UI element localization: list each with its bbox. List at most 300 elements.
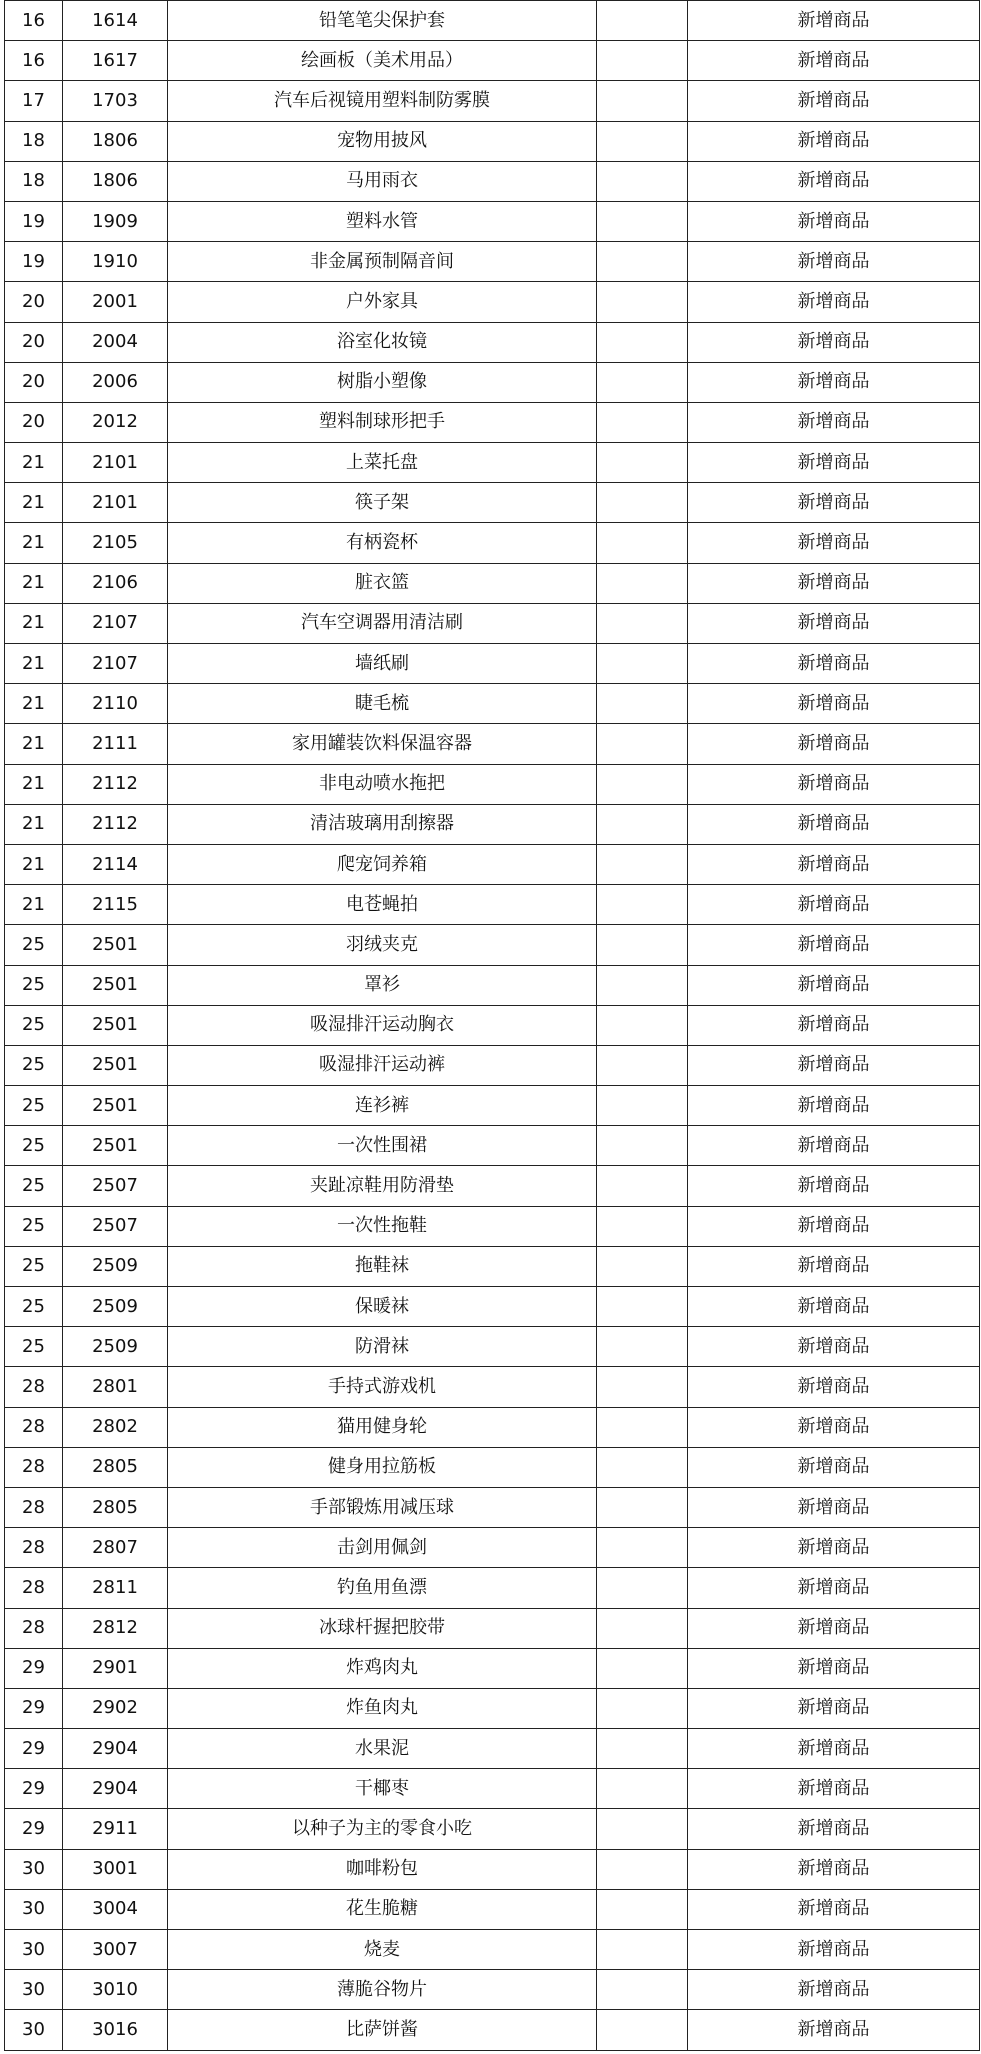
goods-name-cell: 花生脆糖 xyxy=(168,1889,597,1929)
table-row xyxy=(5,563,980,603)
group-code-cell: 2812 xyxy=(63,1608,168,1648)
status-cell: 新增商品 xyxy=(688,1688,980,1728)
status-cell: 新增商品 xyxy=(688,1367,980,1407)
note-cell xyxy=(597,1769,688,1809)
status-cell: 新增商品 xyxy=(688,282,980,322)
note-cell xyxy=(597,1930,688,1970)
status-cell: 新增商品 xyxy=(688,1849,980,1889)
table-row xyxy=(5,121,980,161)
status-cell: 新增商品 xyxy=(688,1327,980,1367)
status-cell: 新增商品 xyxy=(688,1729,980,1769)
class-number-cell: 25 xyxy=(5,1126,63,1166)
goods-name-cell: 薄脆谷物片 xyxy=(168,1970,597,2010)
table-row xyxy=(5,1608,980,1648)
class-number-cell: 21 xyxy=(5,483,63,523)
goods-name-cell: 吸湿排汗运动胸衣 xyxy=(168,1005,597,1045)
group-code-cell: 2101 xyxy=(63,443,168,483)
status-cell: 新增商品 xyxy=(688,1970,980,2010)
note-cell xyxy=(597,1970,688,2010)
group-code-cell: 1806 xyxy=(63,161,168,201)
note-cell xyxy=(597,1688,688,1728)
table-row xyxy=(5,1287,980,1327)
goods-name-cell: 保暖袜 xyxy=(168,1287,597,1327)
goods-name-cell: 健身用拉筋板 xyxy=(168,1447,597,1487)
status-cell: 新增商品 xyxy=(688,2010,980,2050)
class-number-cell: 25 xyxy=(5,1166,63,1206)
class-number-cell: 21 xyxy=(5,603,63,643)
group-code-cell: 2807 xyxy=(63,1528,168,1568)
note-cell xyxy=(597,1487,688,1527)
class-number-cell: 25 xyxy=(5,1086,63,1126)
goods-name-cell: 干椰枣 xyxy=(168,1769,597,1809)
group-code-cell: 2006 xyxy=(63,362,168,402)
status-cell: 新增商品 xyxy=(688,121,980,161)
class-number-cell: 29 xyxy=(5,1648,63,1688)
note-cell xyxy=(597,1608,688,1648)
note-cell xyxy=(597,1528,688,1568)
table-row xyxy=(5,644,980,684)
group-code-cell: 2111 xyxy=(63,724,168,764)
status-cell: 新增商品 xyxy=(688,925,980,965)
goods-name-cell: 水果泥 xyxy=(168,1729,597,1769)
note-cell xyxy=(597,764,688,804)
group-code-cell: 2904 xyxy=(63,1729,168,1769)
goods-name-cell: 非金属预制隔音间 xyxy=(168,242,597,282)
class-number-cell: 20 xyxy=(5,402,63,442)
note-cell xyxy=(597,483,688,523)
table-row xyxy=(5,1005,980,1045)
table-row xyxy=(5,1568,980,1608)
group-code-cell: 2507 xyxy=(63,1206,168,1246)
class-number-cell: 21 xyxy=(5,724,63,764)
table-row xyxy=(5,764,980,804)
status-cell: 新增商品 xyxy=(688,1528,980,1568)
goods-name-cell: 户外家具 xyxy=(168,282,597,322)
group-code-cell: 2805 xyxy=(63,1487,168,1527)
note-cell xyxy=(597,1086,688,1126)
note-cell xyxy=(597,885,688,925)
table-row xyxy=(5,282,980,322)
table-row xyxy=(5,1447,980,1487)
table-row xyxy=(5,1648,980,1688)
note-cell xyxy=(597,1327,688,1367)
class-number-cell: 30 xyxy=(5,1889,63,1929)
goods-name-cell: 连衫裤 xyxy=(168,1086,597,1126)
status-cell: 新增商品 xyxy=(688,1045,980,1085)
goods-name-cell: 树脂小塑像 xyxy=(168,362,597,402)
class-number-cell: 28 xyxy=(5,1487,63,1527)
note-cell xyxy=(597,1287,688,1327)
note-cell xyxy=(597,1849,688,1889)
status-cell: 新增商品 xyxy=(688,81,980,121)
table-row xyxy=(5,1086,980,1126)
note-cell xyxy=(597,1126,688,1166)
table-row xyxy=(5,81,980,121)
goods-name-cell: 清洁玻璃用刮擦器 xyxy=(168,804,597,844)
status-cell: 新增商品 xyxy=(688,1,980,41)
goods-name-cell: 铅笔笔尖保护套 xyxy=(168,1,597,41)
note-cell xyxy=(597,1005,688,1045)
table-row xyxy=(5,2010,980,2050)
class-number-cell: 25 xyxy=(5,1246,63,1286)
note-cell xyxy=(597,804,688,844)
goods-name-cell: 筷子架 xyxy=(168,483,597,523)
table-row xyxy=(5,1246,980,1286)
status-cell: 新增商品 xyxy=(688,764,980,804)
status-cell: 新增商品 xyxy=(688,644,980,684)
status-cell: 新增商品 xyxy=(688,1005,980,1045)
note-cell xyxy=(597,724,688,764)
group-code-cell: 1910 xyxy=(63,242,168,282)
goods-name-cell: 一次性围裙 xyxy=(168,1126,597,1166)
group-code-cell: 2101 xyxy=(63,483,168,523)
class-number-cell: 17 xyxy=(5,81,63,121)
table-row xyxy=(5,603,980,643)
class-number-cell: 21 xyxy=(5,644,63,684)
class-number-cell: 21 xyxy=(5,844,63,884)
group-code-cell: 2501 xyxy=(63,1086,168,1126)
status-cell: 新增商品 xyxy=(688,1166,980,1206)
group-code-cell: 2106 xyxy=(63,563,168,603)
note-cell xyxy=(597,362,688,402)
goods-name-cell: 绘画板（美术用品） xyxy=(168,41,597,81)
status-cell: 新增商品 xyxy=(688,804,980,844)
table-row xyxy=(5,1487,980,1527)
note-cell xyxy=(597,443,688,483)
goods-name-cell: 家用罐装饮料保温容器 xyxy=(168,724,597,764)
group-code-cell: 2802 xyxy=(63,1407,168,1447)
status-cell: 新增商品 xyxy=(688,603,980,643)
goods-name-cell: 咖啡粉包 xyxy=(168,1849,597,1889)
note-cell xyxy=(597,1,688,41)
note-cell xyxy=(597,161,688,201)
table-row xyxy=(5,41,980,81)
status-cell: 新增商品 xyxy=(688,1407,980,1447)
group-code-cell: 2112 xyxy=(63,764,168,804)
goods-name-cell: 冰球杆握把胶带 xyxy=(168,1608,597,1648)
table-row xyxy=(5,362,980,402)
status-cell: 新增商品 xyxy=(688,362,980,402)
class-number-cell: 30 xyxy=(5,1970,63,2010)
group-code-cell: 1703 xyxy=(63,81,168,121)
note-cell xyxy=(597,2010,688,2050)
class-number-cell: 25 xyxy=(5,1005,63,1045)
goods-name-cell: 电苍蝇拍 xyxy=(168,885,597,925)
class-number-cell: 18 xyxy=(5,121,63,161)
goods-name-cell: 墙纸刷 xyxy=(168,644,597,684)
goods-name-cell: 宠物用披风 xyxy=(168,121,597,161)
group-code-cell: 2509 xyxy=(63,1327,168,1367)
group-code-cell: 2110 xyxy=(63,684,168,724)
class-number-cell: 21 xyxy=(5,523,63,563)
goods-name-cell: 非电动喷水拖把 xyxy=(168,764,597,804)
class-number-cell: 20 xyxy=(5,362,63,402)
goods-name-cell: 塑料制球形把手 xyxy=(168,402,597,442)
group-code-cell: 2811 xyxy=(63,1568,168,1608)
class-number-cell: 28 xyxy=(5,1447,63,1487)
group-code-cell: 2107 xyxy=(63,603,168,643)
table-row xyxy=(5,1166,980,1206)
note-cell xyxy=(597,242,688,282)
goods-table-body xyxy=(5,1,980,2051)
class-number-cell: 21 xyxy=(5,764,63,804)
note-cell xyxy=(597,1367,688,1407)
status-cell: 新增商品 xyxy=(688,483,980,523)
table-row xyxy=(5,1206,980,1246)
group-code-cell: 1617 xyxy=(63,41,168,81)
table-row xyxy=(5,1849,980,1889)
table-row xyxy=(5,1407,980,1447)
status-cell: 新增商品 xyxy=(688,684,980,724)
status-cell: 新增商品 xyxy=(688,1608,980,1648)
goods-name-cell: 手持式游戏机 xyxy=(168,1367,597,1407)
table-row xyxy=(5,1688,980,1728)
goods-name-cell: 钓鱼用鱼漂 xyxy=(168,1568,597,1608)
class-number-cell: 28 xyxy=(5,1528,63,1568)
class-number-cell: 19 xyxy=(5,242,63,282)
table-row xyxy=(5,965,980,1005)
goods-name-cell: 击剑用佩剑 xyxy=(168,1528,597,1568)
note-cell xyxy=(597,1206,688,1246)
group-code-cell: 1614 xyxy=(63,1,168,41)
goods-name-cell: 猫用健身轮 xyxy=(168,1407,597,1447)
class-number-cell: 16 xyxy=(5,41,63,81)
table-row xyxy=(5,1729,980,1769)
class-number-cell: 29 xyxy=(5,1688,63,1728)
note-cell xyxy=(597,1447,688,1487)
goods-name-cell: 防滑袜 xyxy=(168,1327,597,1367)
status-cell: 新增商品 xyxy=(688,443,980,483)
class-number-cell: 25 xyxy=(5,1287,63,1327)
goods-name-cell: 拖鞋袜 xyxy=(168,1246,597,1286)
group-code-cell: 2509 xyxy=(63,1246,168,1286)
note-cell xyxy=(597,322,688,362)
table-row xyxy=(5,1528,980,1568)
table-row xyxy=(5,844,980,884)
goods-name-cell: 爬宠饲养箱 xyxy=(168,844,597,884)
status-cell: 新增商品 xyxy=(688,201,980,241)
goods-name-cell: 夹趾凉鞋用防滑垫 xyxy=(168,1166,597,1206)
note-cell xyxy=(597,1246,688,1286)
group-code-cell: 2012 xyxy=(63,402,168,442)
goods-name-cell: 烧麦 xyxy=(168,1930,597,1970)
class-number-cell: 21 xyxy=(5,804,63,844)
group-code-cell: 2911 xyxy=(63,1809,168,1849)
class-number-cell: 28 xyxy=(5,1367,63,1407)
table-row xyxy=(5,443,980,483)
table-row xyxy=(5,925,980,965)
table-row xyxy=(5,1769,980,1809)
table-row xyxy=(5,885,980,925)
status-cell: 新增商品 xyxy=(688,1769,980,1809)
goods-name-cell: 脏衣篮 xyxy=(168,563,597,603)
goods-name-cell: 汽车后视镜用塑料制防雾膜 xyxy=(168,81,597,121)
group-code-cell: 2501 xyxy=(63,1126,168,1166)
class-number-cell: 21 xyxy=(5,563,63,603)
table-row xyxy=(5,322,980,362)
class-number-cell: 30 xyxy=(5,1930,63,1970)
note-cell xyxy=(597,965,688,1005)
note-cell xyxy=(597,1889,688,1929)
note-cell xyxy=(597,1407,688,1447)
table-row xyxy=(5,1970,980,2010)
table-row xyxy=(5,684,980,724)
goods-name-cell: 炸鸡肉丸 xyxy=(168,1648,597,1688)
table-row xyxy=(5,724,980,764)
group-code-cell: 2501 xyxy=(63,1045,168,1085)
class-number-cell: 28 xyxy=(5,1568,63,1608)
note-cell xyxy=(597,603,688,643)
status-cell: 新增商品 xyxy=(688,724,980,764)
status-cell: 新增商品 xyxy=(688,1086,980,1126)
class-number-cell: 30 xyxy=(5,2010,63,2050)
group-code-cell: 3004 xyxy=(63,1889,168,1929)
table-row xyxy=(5,402,980,442)
table-row xyxy=(5,1126,980,1166)
status-cell: 新增商品 xyxy=(688,242,980,282)
status-cell: 新增商品 xyxy=(688,523,980,563)
goods-name-cell: 塑料水管 xyxy=(168,201,597,241)
goods-name-cell: 有柄瓷杯 xyxy=(168,523,597,563)
group-code-cell: 3007 xyxy=(63,1930,168,1970)
status-cell: 新增商品 xyxy=(688,1889,980,1929)
goods-name-cell: 比萨饼酱 xyxy=(168,2010,597,2050)
group-code-cell: 3010 xyxy=(63,1970,168,2010)
status-cell: 新增商品 xyxy=(688,322,980,362)
class-number-cell: 25 xyxy=(5,1045,63,1085)
goods-table xyxy=(4,0,980,2051)
group-code-cell: 2107 xyxy=(63,644,168,684)
table-row xyxy=(5,523,980,563)
note-cell xyxy=(597,844,688,884)
group-code-cell: 3001 xyxy=(63,1849,168,1889)
goods-name-cell: 罩衫 xyxy=(168,965,597,1005)
group-code-cell: 2115 xyxy=(63,885,168,925)
group-code-cell: 2112 xyxy=(63,804,168,844)
note-cell xyxy=(597,81,688,121)
note-cell xyxy=(597,282,688,322)
class-number-cell: 29 xyxy=(5,1729,63,1769)
group-code-cell: 2114 xyxy=(63,844,168,884)
note-cell xyxy=(597,684,688,724)
goods-name-cell: 一次性拖鞋 xyxy=(168,1206,597,1246)
table-row xyxy=(5,161,980,201)
note-cell xyxy=(597,523,688,563)
table-row xyxy=(5,1,980,41)
group-code-cell: 2501 xyxy=(63,965,168,1005)
table-row xyxy=(5,483,980,523)
class-number-cell: 21 xyxy=(5,885,63,925)
note-cell xyxy=(597,1045,688,1085)
class-number-cell: 25 xyxy=(5,1206,63,1246)
status-cell: 新增商品 xyxy=(688,1287,980,1327)
class-number-cell: 16 xyxy=(5,1,63,41)
note-cell xyxy=(597,1166,688,1206)
group-code-cell: 2901 xyxy=(63,1648,168,1688)
status-cell: 新增商品 xyxy=(688,1648,980,1688)
goods-name-cell: 以种子为主的零食小吃 xyxy=(168,1809,597,1849)
group-code-cell: 2501 xyxy=(63,925,168,965)
status-cell: 新增商品 xyxy=(688,1809,980,1849)
note-cell xyxy=(597,1568,688,1608)
goods-name-cell: 吸湿排汗运动裤 xyxy=(168,1045,597,1085)
table-row xyxy=(5,1327,980,1367)
group-code-cell: 1909 xyxy=(63,201,168,241)
goods-name-cell: 手部锻炼用减压球 xyxy=(168,1487,597,1527)
note-cell xyxy=(597,925,688,965)
group-code-cell: 2902 xyxy=(63,1688,168,1728)
table-row xyxy=(5,242,980,282)
status-cell: 新增商品 xyxy=(688,1568,980,1608)
status-cell: 新增商品 xyxy=(688,1930,980,1970)
status-cell: 新增商品 xyxy=(688,1206,980,1246)
status-cell: 新增商品 xyxy=(688,844,980,884)
note-cell xyxy=(597,121,688,161)
note-cell xyxy=(597,402,688,442)
group-code-cell: 2507 xyxy=(63,1166,168,1206)
status-cell: 新增商品 xyxy=(688,1487,980,1527)
class-number-cell: 29 xyxy=(5,1769,63,1809)
note-cell xyxy=(597,1729,688,1769)
class-number-cell: 25 xyxy=(5,925,63,965)
class-number-cell: 28 xyxy=(5,1407,63,1447)
class-number-cell: 18 xyxy=(5,161,63,201)
goods-name-cell: 上菜托盘 xyxy=(168,443,597,483)
class-number-cell: 19 xyxy=(5,201,63,241)
goods-name-cell: 浴室化妆镜 xyxy=(168,322,597,362)
group-code-cell: 2004 xyxy=(63,322,168,362)
note-cell xyxy=(597,201,688,241)
group-code-cell: 2001 xyxy=(63,282,168,322)
class-number-cell: 20 xyxy=(5,282,63,322)
group-code-cell: 2509 xyxy=(63,1287,168,1327)
goods-name-cell: 炸鱼肉丸 xyxy=(168,1688,597,1728)
status-cell: 新增商品 xyxy=(688,1246,980,1286)
class-number-cell: 20 xyxy=(5,322,63,362)
table-row xyxy=(5,1889,980,1929)
group-code-cell: 2801 xyxy=(63,1367,168,1407)
class-number-cell: 28 xyxy=(5,1608,63,1648)
status-cell: 新增商品 xyxy=(688,402,980,442)
group-code-cell: 1806 xyxy=(63,121,168,161)
note-cell xyxy=(597,644,688,684)
class-number-cell: 21 xyxy=(5,684,63,724)
table-row xyxy=(5,804,980,844)
class-number-cell: 30 xyxy=(5,1849,63,1889)
class-number-cell: 21 xyxy=(5,443,63,483)
goods-name-cell: 羽绒夹克 xyxy=(168,925,597,965)
status-cell: 新增商品 xyxy=(688,41,980,81)
group-code-cell: 2904 xyxy=(63,1769,168,1809)
group-code-cell: 2105 xyxy=(63,523,168,563)
group-code-cell: 3016 xyxy=(63,2010,168,2050)
status-cell: 新增商品 xyxy=(688,965,980,1005)
table-row xyxy=(5,201,980,241)
table-row xyxy=(5,1045,980,1085)
group-code-cell: 2805 xyxy=(63,1447,168,1487)
note-cell xyxy=(597,1809,688,1849)
note-cell xyxy=(597,1648,688,1688)
group-code-cell: 2501 xyxy=(63,1005,168,1045)
goods-name-cell: 马用雨衣 xyxy=(168,161,597,201)
table-row xyxy=(5,1809,980,1849)
class-number-cell: 25 xyxy=(5,965,63,1005)
status-cell: 新增商品 xyxy=(688,885,980,925)
status-cell: 新增商品 xyxy=(688,563,980,603)
note-cell xyxy=(597,41,688,81)
goods-name-cell: 汽车空调器用清洁刷 xyxy=(168,603,597,643)
table-row xyxy=(5,1367,980,1407)
